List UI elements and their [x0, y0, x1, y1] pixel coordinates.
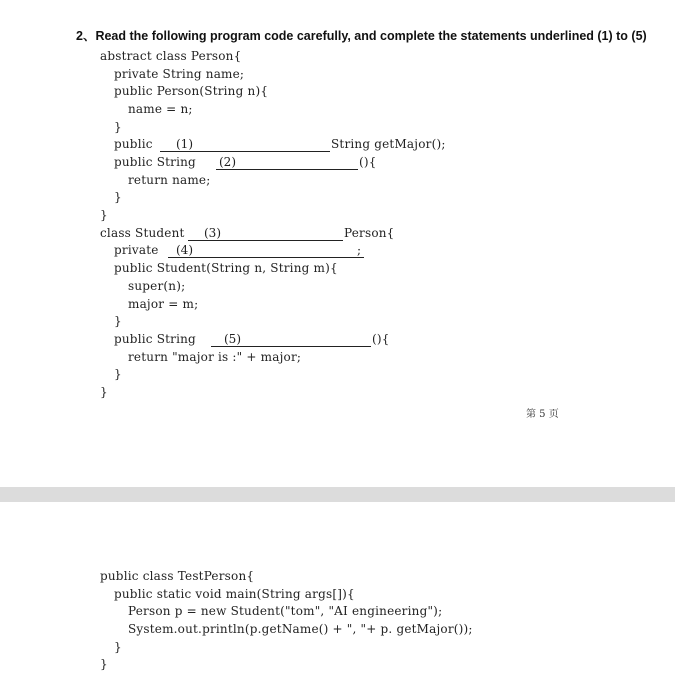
code-line: }	[114, 640, 122, 654]
code-line: }	[114, 367, 122, 381]
code-line: public String	[114, 332, 196, 346]
code-line: name = n;	[128, 102, 193, 116]
code-line: class Student	[100, 226, 185, 240]
code-line: System.out.println(p.getName() + ", "+ p. getMajor());	[128, 622, 473, 636]
code-line: return "major is :" + major;	[128, 350, 302, 364]
blank-label: (5)	[224, 332, 241, 346]
code-line: public String	[114, 155, 196, 169]
code-line: }	[114, 314, 122, 328]
code-line: private String name;	[114, 67, 245, 81]
code-line: }	[100, 657, 108, 671]
code-line: (){	[359, 155, 377, 169]
document-page-2	[0, 502, 675, 700]
code-line: Person{	[344, 226, 395, 240]
code-line: super(n);	[128, 279, 186, 293]
code-line: Person p = new Student("tom", "AI engineering");	[128, 604, 443, 618]
code-line: private	[114, 243, 159, 257]
blank-label: (4)	[176, 243, 193, 257]
code-line: ;	[357, 243, 362, 257]
code-line: abstract class Person{	[100, 49, 242, 63]
blank-5	[211, 332, 371, 347]
blank-label: (3)	[204, 226, 221, 240]
code-line: public Person(String n){	[114, 84, 269, 98]
code-line: major = m;	[128, 297, 199, 311]
blank-label: (1)	[176, 137, 193, 151]
question-text: 2、Read the following program code carefully, and complete the statements underlined (1) to (5)	[76, 29, 647, 43]
code-line: public class TestPerson{	[100, 569, 255, 583]
blank-4	[168, 243, 364, 258]
blank-3	[188, 226, 343, 241]
code-line: public static void main(String args[]){	[114, 587, 355, 601]
code-line: return name;	[128, 173, 211, 187]
code-line: public	[114, 137, 153, 151]
code-line: }	[114, 120, 122, 134]
blank-2	[216, 155, 358, 170]
code-line: (){	[372, 332, 390, 346]
page-number: 第 5 页	[526, 409, 559, 420]
blank-1	[160, 137, 330, 152]
code-line: }	[114, 190, 122, 204]
blank-label: (2)	[219, 155, 236, 169]
code-line: String getMajor();	[331, 137, 446, 151]
code-line: }	[100, 385, 108, 399]
code-line: public Student(String n, String m){	[114, 261, 338, 275]
page-separator	[0, 487, 675, 502]
code-line: }	[100, 208, 108, 222]
